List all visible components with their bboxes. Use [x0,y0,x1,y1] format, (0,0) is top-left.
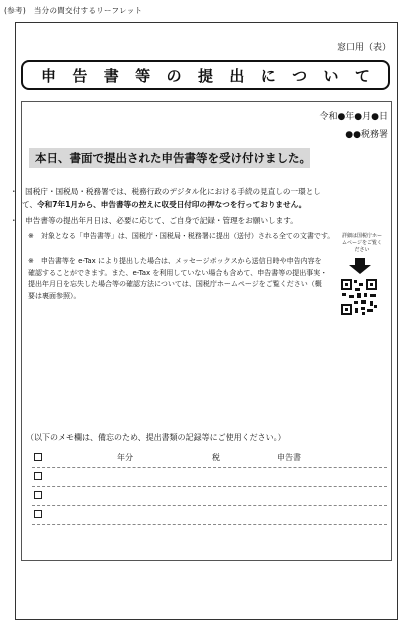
memo-note: （以下のメモ欄は、備忘のため、提出書類の記録等にご使用ください。） [26,433,286,442]
title-char: つ [292,66,308,85]
arrow-down-icon-head [349,265,371,274]
title-char: の [166,66,182,85]
title-char: い [323,66,339,85]
date-line: 令和●年●月●日 [319,112,388,122]
paragraph-1-text-a: ・ 国税庁・国税局・税務署では、税務行政のデジタル化における手続の見直しの一環とし [10,187,321,196]
content-frame [10,101,392,561]
qr-code-icon[interactable] [340,278,378,316]
top-note: (参考) 当分の間交付するリーフレット [4,6,143,15]
headline: 本日、書面で提出された申告書等を受け付けました。 [29,148,310,168]
note-1: ※ 対象となる「申告書等」は、国税庁・国税局・税務署に提出（送付）される全ての文書です。 [28,232,335,240]
memo-header-row [32,449,387,468]
paragraph-2: ・ 申告書等の提出年月日は、必要に応じて、ご自身で記録・管理をお願いします。 [10,216,298,225]
note-2: ※ 申告書等を e-Tax により提出した場合は、メッセージボックスから送信日時や申告内容を確認することができます。また、e-Tax を利用していない場合も含めて、申告書等の提出事実・提出年月日を忘失した場合等の確認方法については、国税庁ホームページをご覧ください（概要は裏面参照）。 [28,257,328,300]
memo-header-doc: 申告書 [277,453,301,462]
title-char: 等 [135,66,151,85]
side-note: 詳細は国税庁ホームページをご覧ください [341,233,382,253]
checkbox[interactable] [34,472,42,480]
memo-header-year: 年分 [117,453,133,462]
title-char: 申 [41,66,57,85]
counter-label: 窓口用（表） [336,43,391,53]
checkbox[interactable] [34,510,42,518]
title-char: 提 [197,66,213,85]
title-char: て [354,66,370,85]
title-char: 告 [72,66,88,85]
title-char: 書 [103,66,119,85]
memo-row [32,468,387,487]
memo-header-tax: 税 [212,453,220,462]
checkbox[interactable] [34,453,42,461]
paragraph-1-text-b: て、 [22,200,38,209]
leaflet-sheet [10,22,398,620]
memo-row [32,487,387,506]
memo-row [32,506,387,525]
paragraph-1 [10,185,388,211]
title-box [21,60,390,90]
title-char: に [260,66,276,85]
paragraph-1-bold: 令和7年1月から、申告書等の控えに収受日付印の押なつを行っておりません。 [37,200,307,209]
tax-office-name: ●●税務署 [345,130,388,140]
memo-table [32,449,387,525]
title-char: 出 [229,66,245,85]
checkbox[interactable] [34,491,42,499]
